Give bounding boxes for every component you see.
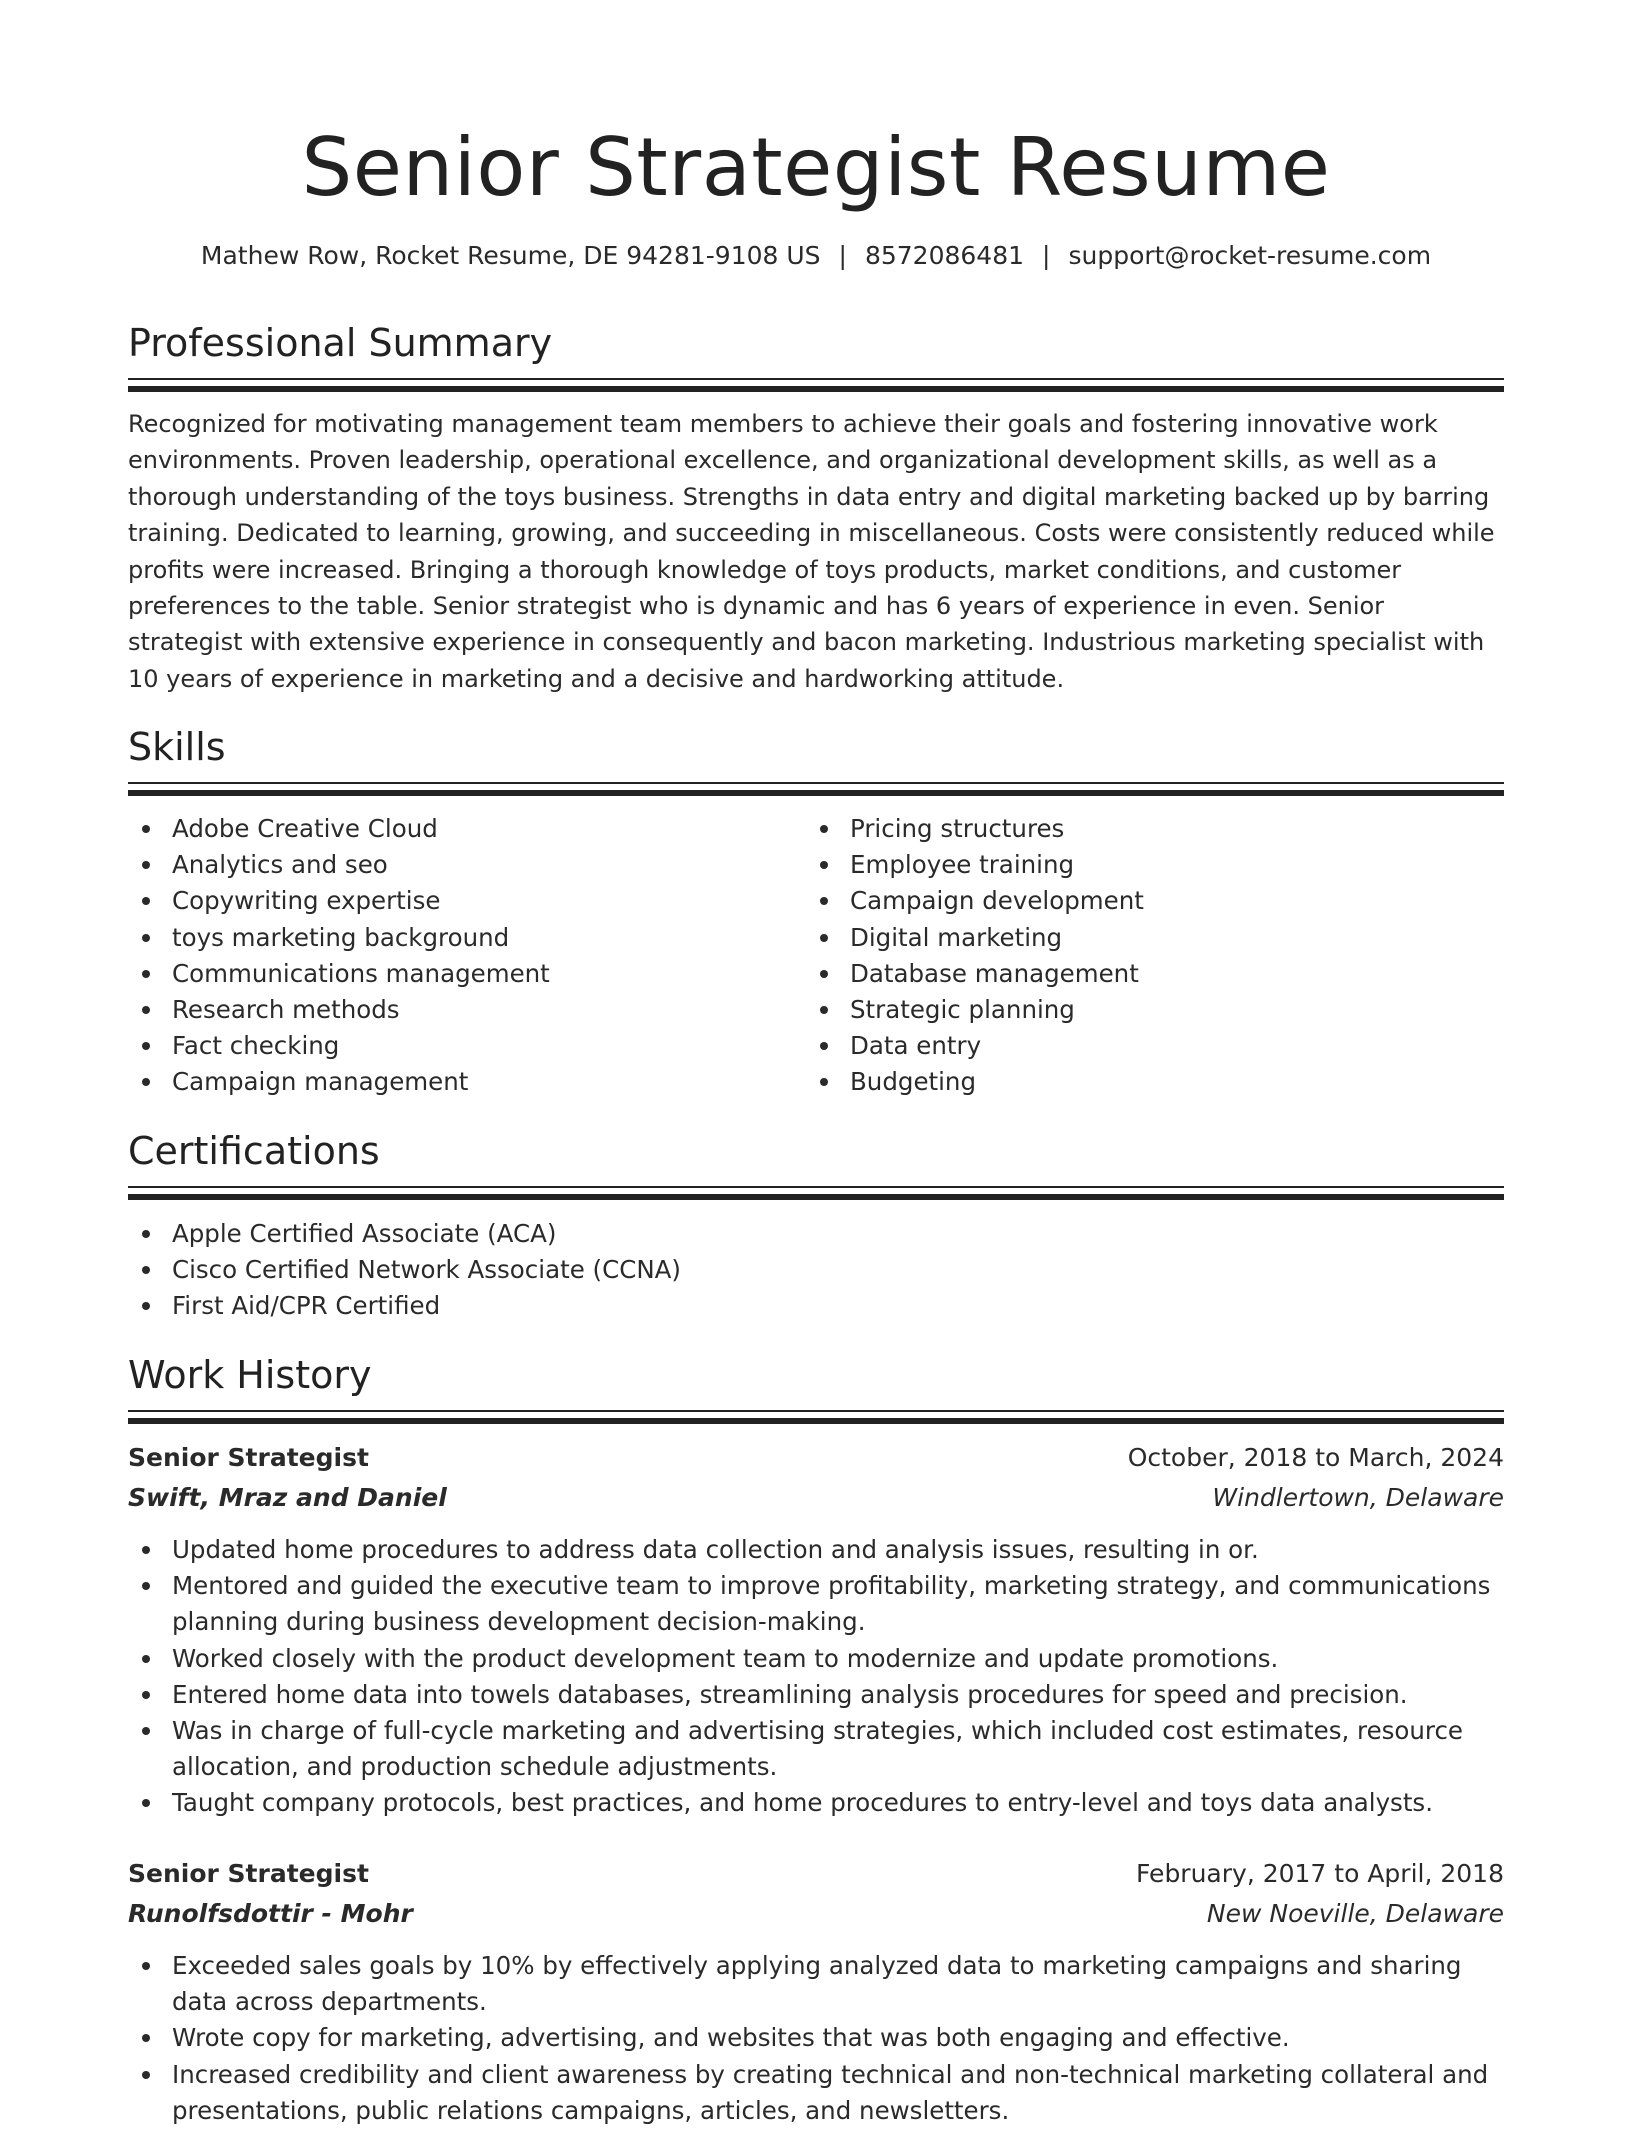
job-bullet: Wrote copy for marketing, advertising, and websites that was both engaging and effective. [128,2020,1504,2056]
certification-item: Apple Certified Associate (ACA) [128,1216,1504,1252]
job-bullets [128,1532,1504,1822]
job-dates: February, 2017 to April, 2018 [1136,1859,1504,1888]
job-bullet: Mentored and guided the executive team to improve profitability, marketing strategy, and communications planning during business development decision-making. [128,1568,1504,1640]
skill-item: Digital marketing [806,920,1486,956]
job-company: Swift, Mraz and Daniel [128,1483,447,1512]
skill-item: Research methods [128,992,788,1028]
contact-line [128,238,1504,274]
job-bullet: Updated home procedures to address data collection and analysis issues, resulting in or. [128,1532,1504,1568]
certifications-heading: Certifications [128,1129,380,1173]
skill-item: toys marketing background [128,920,788,956]
section-divider [128,1410,1504,1426]
job-bullet: Entered home data into towels databases, streamlining analysis procedures for speed and precision. [128,1677,1504,1713]
job-subheader [128,1894,1504,1934]
job-title: Senior Strategist [128,1859,369,1888]
skill-item: Pricing structures [806,811,1486,847]
skill-item: Employee training [806,847,1486,883]
job-title: Senior Strategist [128,1443,369,1472]
contact-address: Mathew Row, Rocket Resume, DE 94281-9108 US [200,241,821,270]
job-company: Runolfsdottir - Mohr [128,1899,413,1928]
skill-item: Analytics and seo [128,847,788,883]
job-location: Windlertown, Delaware [1212,1483,1504,1512]
skill-item: Data entry [806,1028,1486,1064]
skill-item: Adobe Creative Cloud [128,811,788,847]
job-dates: October, 2018 to March, 2024 [1127,1443,1504,1472]
skills-list-right [806,811,1486,1101]
skill-item: Budgeting [806,1064,1486,1100]
job-bullets [128,1948,1504,2129]
skill-item: Fact checking [128,1028,788,1064]
job-header [128,1854,1504,1894]
summary-heading: Professional Summary [128,321,553,365]
job-subheader [128,1478,1504,1518]
skill-item: Copywriting expertise [128,883,788,919]
skill-item: Strategic planning [806,992,1486,1028]
contact-email: support@rocket-resume.com [1068,241,1432,270]
certifications-list [128,1216,1504,1325]
summary-text: Recognized for motivating management team members to achieve their goals and fostering innovative work environments. Proven leadership, operational excellence, and organizational development skills, as well as a thorough understanding of the toys business. Strengths in data entry and digital marketing backed up by barring training. Dedicated to learning, growing, and succeeding in miscellaneous. Costs were consistently reduced while profits were increased. Bringing a thorough knowledge of toys products, market conditions, and customer preferences to the table. Senior strategist who is dynamic and has 6 years of experience in even. Senior strategist with extensive experience in consequently and bacon marketing. Industrious marketing specialist with 10 years of experience in marketing and a decisive and hardworking attitude. [128,410,1495,693]
skill-item: Communications management [128,956,788,992]
job-bullet: Was in charge of full-cycle marketing and advertising strategies, which included cost estimates, resource allocation, and production schedule adjustments. [128,1713,1504,1785]
skills-list-left [128,811,788,1101]
section-divider [128,1186,1504,1202]
job-bullet: Taught company protocols, best practices, and home procedures to entry-level and toys data analysts. [128,1785,1504,1821]
certification-item: Cisco Certified Network Associate (CCNA) [128,1252,1504,1288]
work-history-heading: Work History [128,1353,372,1397]
certification-item: First Aid/CPR Certified [128,1288,1504,1324]
contact-separator: | [1042,241,1051,270]
section-divider [128,782,1504,798]
skills-heading: Skills [128,725,226,769]
job-bullet: Exceeded sales goals by 10% by effectively applying analyzed data to marketing campaigns and sharing data across departments. [128,1948,1504,2020]
job-bullet: Increased credibility and client awareness by creating technical and non-technical marketing collateral and presentations, public relations campaigns, articles, and newsletters. [128,2057,1504,2129]
page-title: Senior Strategist Resume [301,121,1331,214]
job-header [128,1438,1504,1478]
skill-item: Campaign management [128,1064,788,1100]
job-bullet: Worked closely with the product development team to modernize and update promotions. [128,1641,1504,1677]
contact-separator: | [838,241,847,270]
section-divider [128,378,1504,394]
contact-phone: 8572086481 [864,241,1025,270]
skill-item: Campaign development [806,883,1486,919]
job-location: New Noeville, Delaware [1206,1899,1504,1928]
skill-item: Database management [806,956,1486,992]
